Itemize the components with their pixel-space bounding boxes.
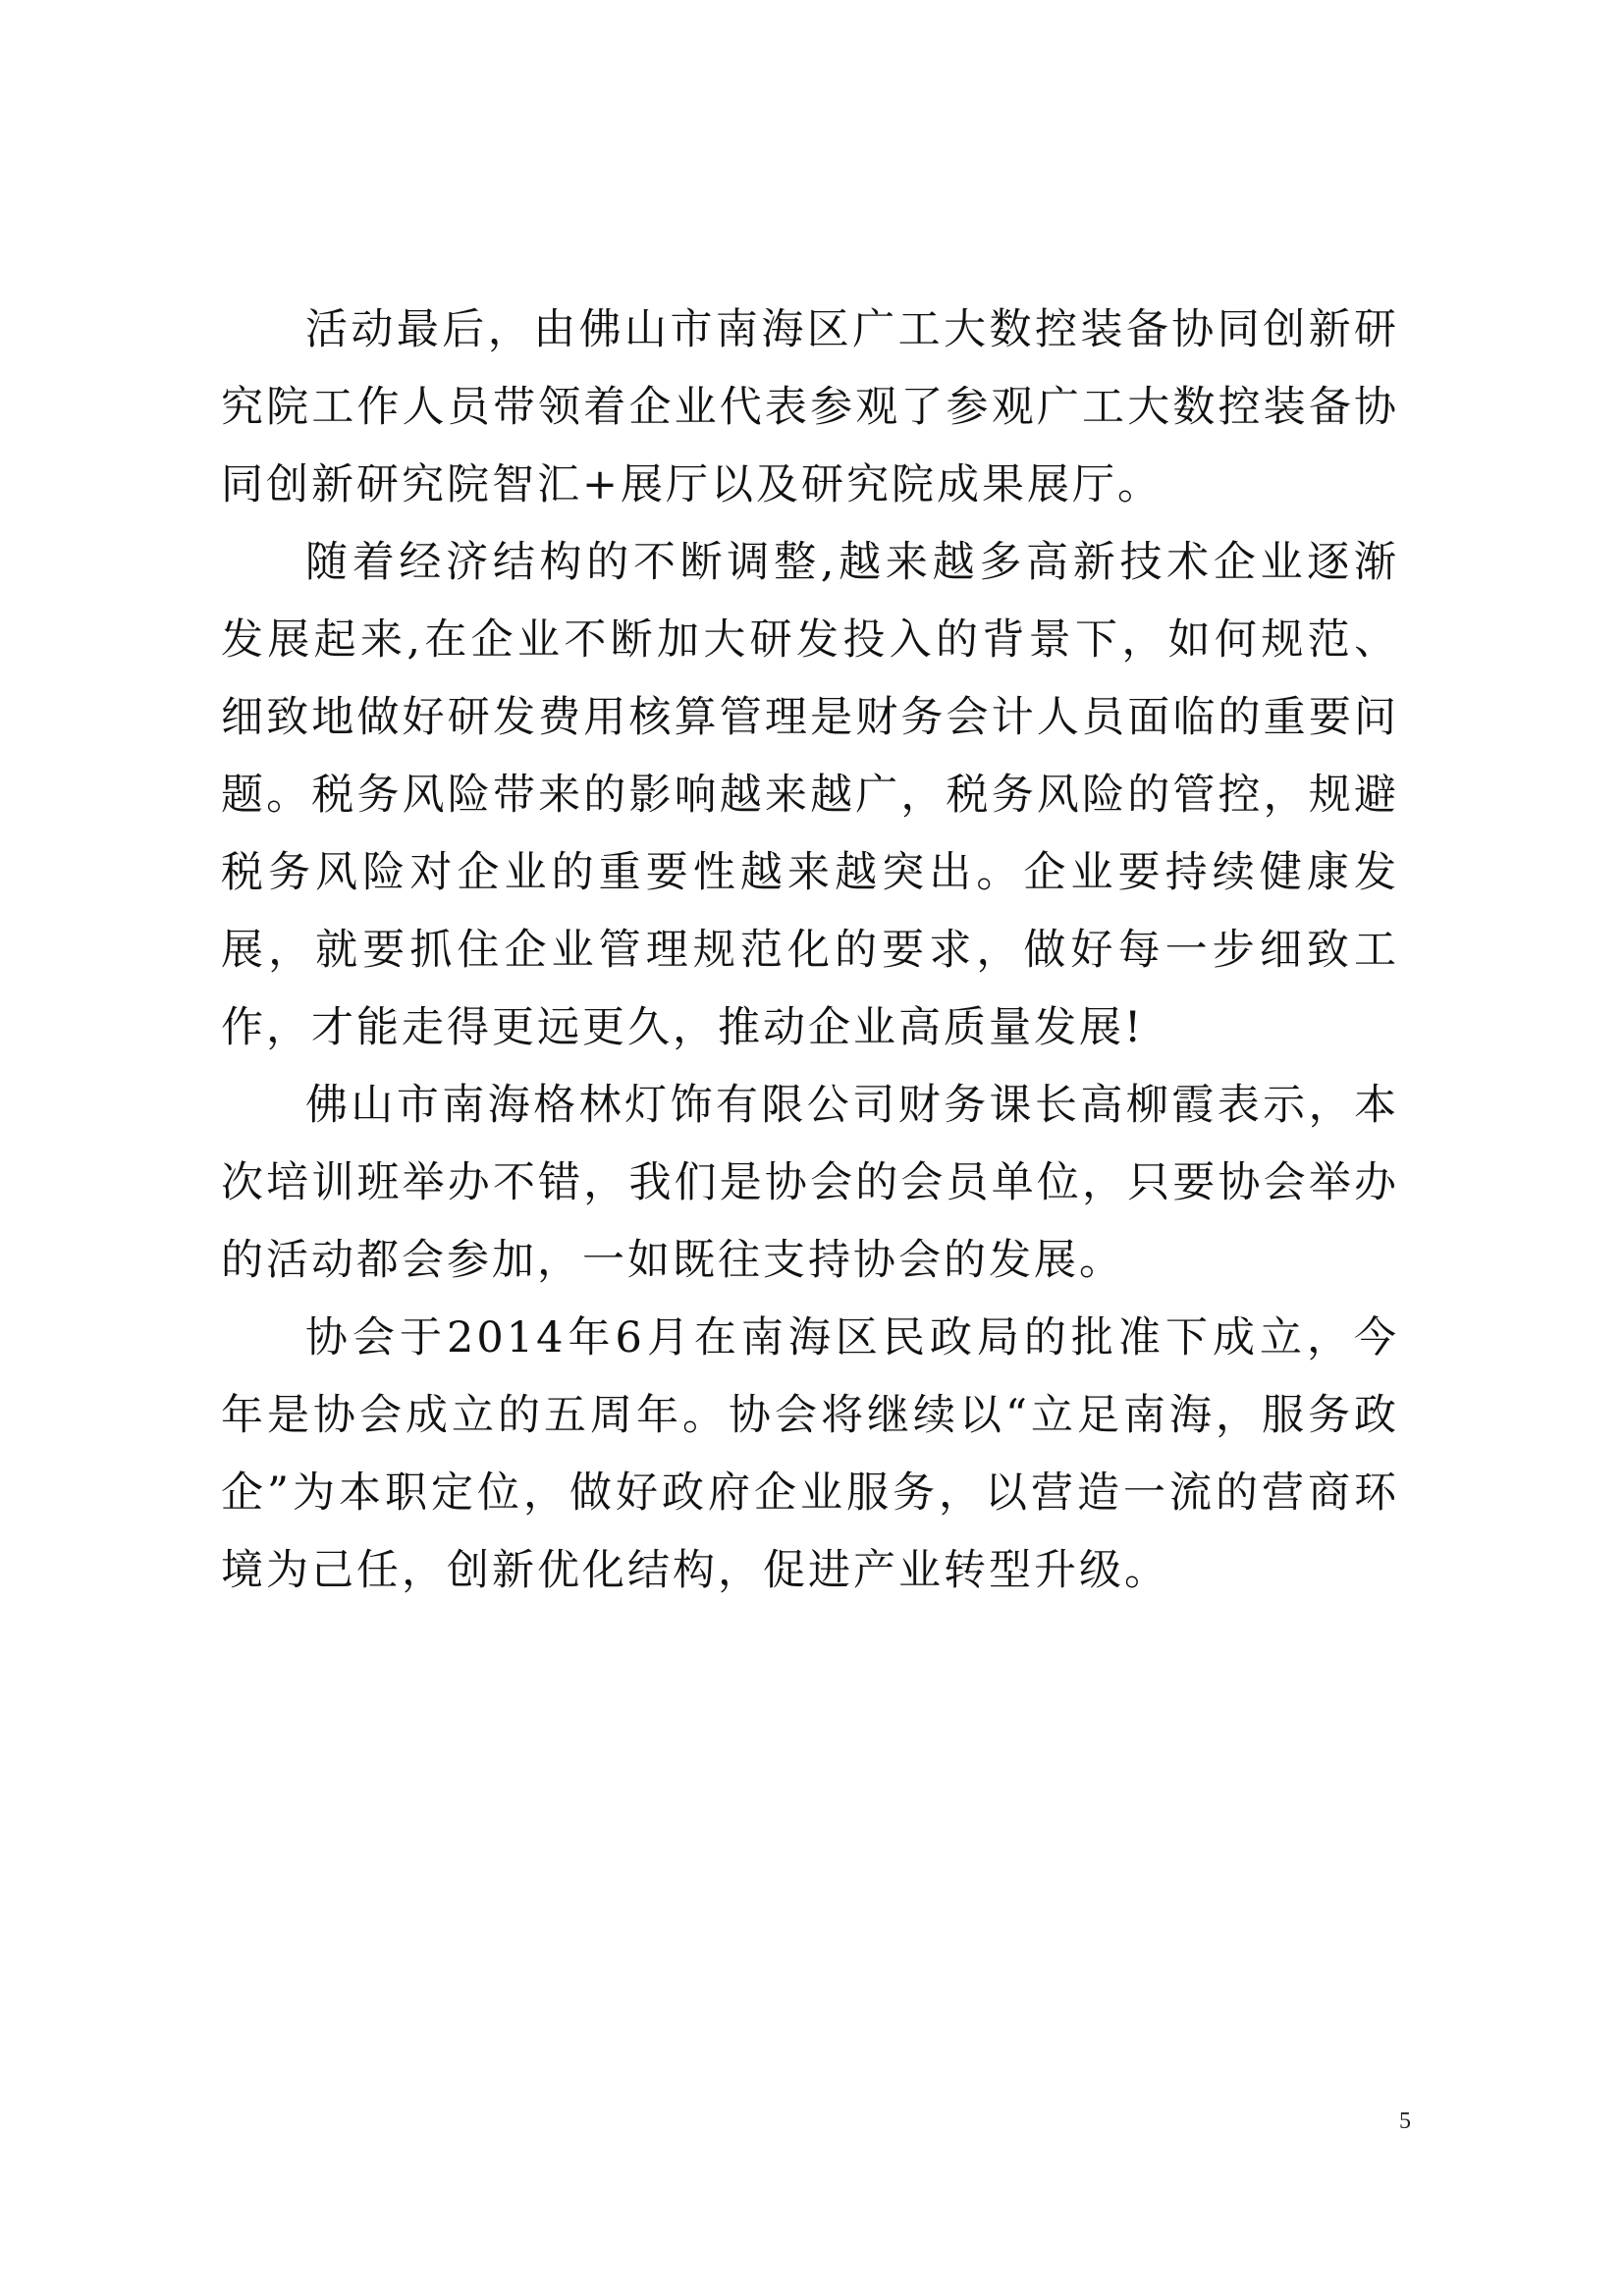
paragraph-member-comment: 佛山市南海格林灯饰有限公司财务课长高柳霞表示，本次培训班举办不错，我们是协会的会员单位，只要协会举办的活动都会参加，一如既往支持协会的发展。 <box>221 1081 1399 1285</box>
paragraph-visit: 活动最后，由佛山市南海区广工大数控装备协同创新研究院工作人员带领着企业代表参观了参观广工大数控装备协同创新研究院智汇+展厅以及研究院成果展厅。 <box>221 305 1399 509</box>
paragraph-tax-risk: 随着经济结构的不断调整,越来越多高新技术企业逐渐发展起来,在企业不断加大研发投入的背景下，如何规范、细致地做好研发费用核算管理是财务会计人员面临的重要问题。税务风险带来的影响越来越广，税务风险的管控，规避税务风险对企业的重要性越来越突出。企业要持续健康发展，就要抓住企业管理规范化的要求，做好每一步细致工作，才能走得更远更久，推动企业高质量发展! <box>221 538 1399 1052</box>
page-number: 5 <box>1399 2109 1411 2134</box>
body-text <box>221 292 1399 1610</box>
paragraph-association-intro: 协会于2014年6月在南海区民政局的批准下成立，今年是协会成立的五周年。协会将继续以“立足南海，服务政企”为本职定位，做好政府企业服务，以营造一流的营商环境为己任，创新优化结构，促进产业转型升级。 <box>221 1313 1399 1595</box>
